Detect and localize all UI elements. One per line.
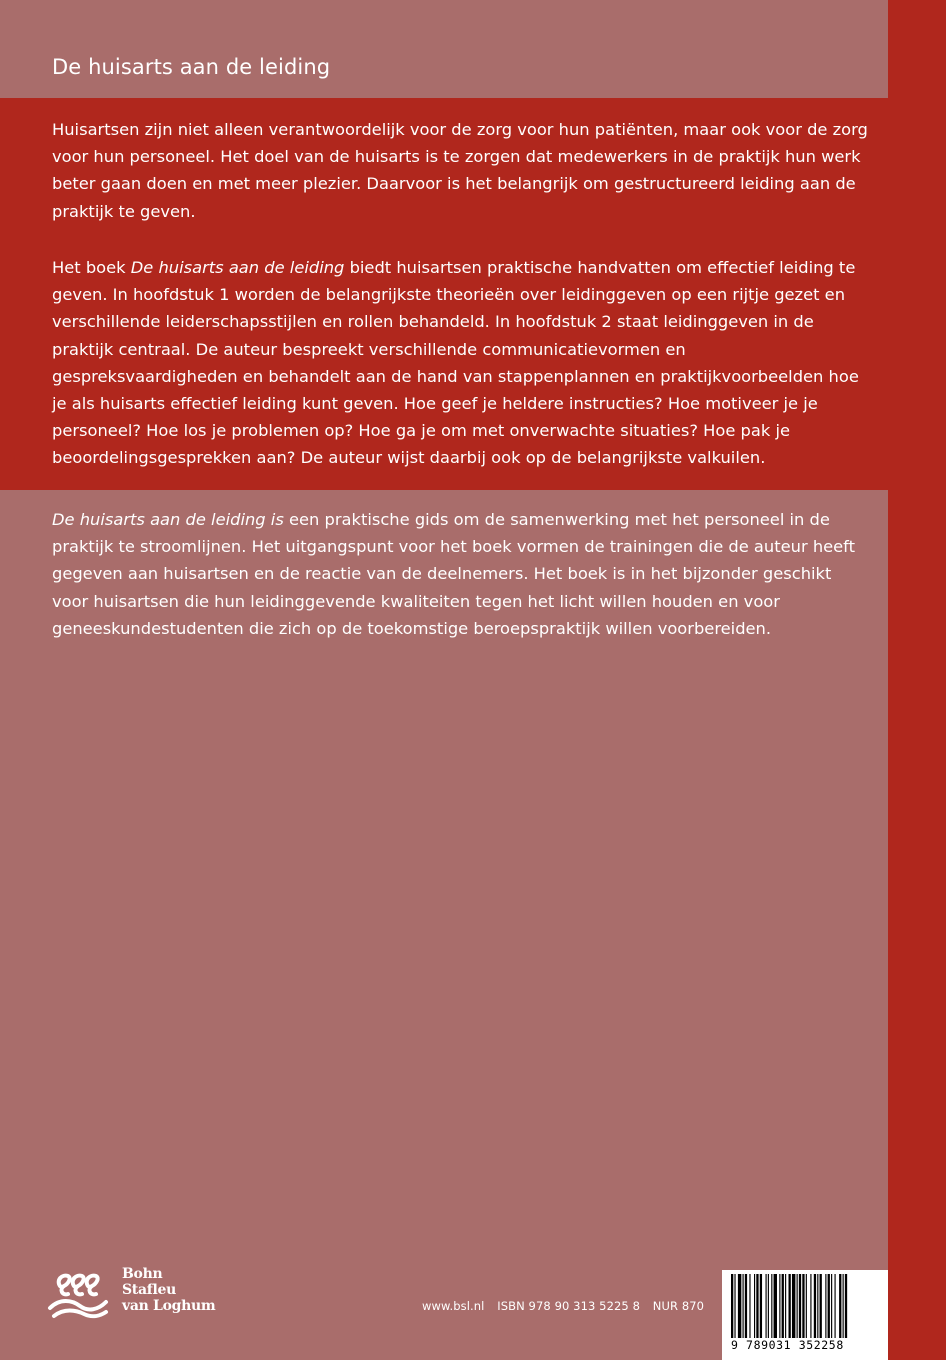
publisher-logo-icon — [46, 1264, 110, 1320]
barcode-bar — [789, 1274, 791, 1338]
book-title: De huisarts aan de leiding — [52, 55, 331, 79]
barcode-bar — [825, 1274, 826, 1338]
barcode-bar — [831, 1274, 832, 1338]
publisher-website: www.bsl.nl — [422, 1299, 485, 1313]
nur-code: NUR 870 — [652, 1299, 705, 1313]
barcode-bar — [797, 1274, 798, 1338]
barcode-bar — [771, 1274, 772, 1338]
summary-book-title: De huisarts aan de leiding is — [52, 510, 284, 529]
summary-body: een praktische gids om de samenwerking met het personeel in de praktijk te stroomlijnen. Het uitgangspunt voor het boek vormen de trainingen die de auteur heeft gegeven aan huisartsen en de reactie van de deelnemers. Het boek is in het bijzonder geschikt voor huisartsen die hun leidinggevende kwaliteiten tegen het licht willen houden en voor geneeskundestudenten die zich op de toekomstige beroepspraktijk willen voorbereiden. — [52, 510, 855, 638]
barcode-bar — [745, 1274, 747, 1338]
paragraph-2-body: biedt huisartsen praktische handvatten om effectief leiding te geven. In hoofdstuk 1 worden de belangrijkste theorieën over leidinggeven op een rijtje gezet en verschillende leiderschapsstijlen en rollen behandeld. In hoofdstuk 2 staat leidinggeven in de praktijk centraal. De auteur bespreekt verschillende communicatievormen en gespreksvaardigheden en behandelt aan de hand van stappenplannen en praktijkvoorbeelden hoe je als huisarts effectief leiding kunt geven. Hoe geef je heldere instructies? Hoe motiveer je je personeel? Hoe los je problemen op? Hoe ga je om met onverwachte situaties? Hoe pak je beoordelingsgesprekken aan? De auteur wijst daarbij ook op de belangrijkste valkuilen. — [52, 258, 859, 468]
barcode-bar — [760, 1274, 762, 1338]
publisher-name-line-1: Bohn — [122, 1266, 163, 1282]
barcode-bar — [799, 1274, 801, 1338]
barcode-bar — [774, 1274, 777, 1338]
barcode-bar — [810, 1274, 811, 1338]
barcode-bar — [768, 1274, 769, 1338]
barcode-bar — [792, 1274, 795, 1338]
barcode-bar — [839, 1274, 841, 1338]
title-band — [0, 0, 888, 98]
barcode-bar — [814, 1274, 816, 1338]
barcode-bar — [817, 1274, 818, 1338]
spine-strip — [888, 0, 946, 1360]
barcode-bar — [749, 1274, 750, 1338]
barcode-bar — [779, 1274, 780, 1338]
publisher-name-line-2: Stafleu — [122, 1282, 176, 1298]
barcode-bar — [828, 1274, 830, 1338]
intro-paragraph-1: Huisartsen zijn niet alleen verantwoordelijk voor de zorg voor hun patiënten, maar ook voor de zorg voor hun personeel. Het doel van de huisarts is te zorgen dat medewerkers in de praktijk hun werk beter gaan doen en met meer plezier. Daarvoor is het belangrijk om gestructureerd leiding aan de praktijk te geven. — [52, 120, 868, 221]
barcode-bar — [756, 1274, 758, 1338]
paragraph-2-book-title: De huisarts aan de leiding — [130, 258, 345, 277]
barcode-bar — [782, 1274, 784, 1338]
barcode-bars — [722, 1274, 888, 1338]
barcode-bar — [766, 1274, 767, 1338]
publisher-name-line-3: van Loghum — [122, 1298, 216, 1314]
barcode-bar — [835, 1274, 836, 1338]
barcode-bar — [845, 1274, 847, 1338]
barcode-digits: 9 789031 352258 — [731, 1338, 844, 1352]
barcode-bar — [843, 1274, 844, 1338]
barcode-bar — [785, 1274, 786, 1338]
barcode-bar — [754, 1274, 755, 1338]
barcode-bar — [734, 1274, 735, 1338]
publisher-name — [122, 1266, 215, 1314]
imprint-line — [422, 1299, 713, 1313]
barcode — [722, 1270, 888, 1360]
barcode-bar — [802, 1274, 804, 1338]
barcode-bar — [731, 1274, 733, 1338]
paragraph-2-lead: Het boek — [52, 258, 131, 277]
barcode-bar — [806, 1274, 807, 1338]
barcode-bar — [738, 1274, 741, 1338]
intro-paragraph-2 — [52, 254, 872, 472]
barcode-bar — [743, 1274, 744, 1338]
summary-paragraph — [52, 506, 872, 642]
barcode-bar — [820, 1274, 822, 1338]
isbn: ISBN 978 90 313 5225 8 — [497, 1299, 640, 1313]
